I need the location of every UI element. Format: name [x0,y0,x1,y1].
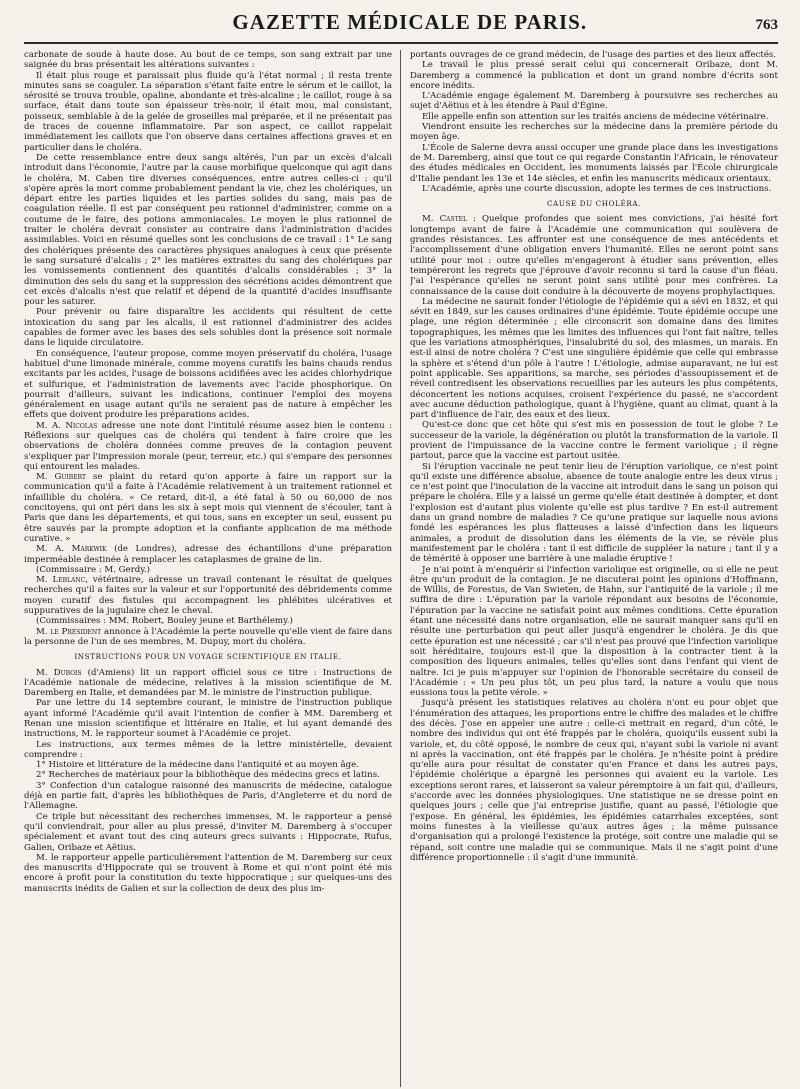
page-number: 763 [755,17,778,33]
list-item: 1° Histoire et littérature de la médecine dans l'antiquité et au moyen âge. [36,760,359,771]
paragraph: M. Leblanc, vétérinaire, adresse un travail contenant le résultat de quelques recherches qu'il a faites sur la valeur et sur l'opportunité des débridements comme moyen curatif des fistules qui accompagnent les phlébites ulcératives et suppuratives de la jugulaire chez le cheval. [24,575,392,617]
commission-note: (Commissaires : MM. Robert, Bouley jeune et Barthélemy.) [36,616,293,627]
paragraph: De cette ressemblance entre deux sangs altérés, l'un par un excès d'alcali introduit dans l'économie, l'autre par la cause morbifique quelconque qui agit dans le choléra, M. Caben tire diverses conséquences, entre autres celles-ci : qu'il s'opère après la mort comme probablement pendant la vie, chez les cholériques, un départ entre les parties liquides et les parties solides du sang, mais pas de coagulation réelle. Il est par conséquent peu rationnel d'administrer, comme on a coutume de le faire, des potions ammoniacales. Le moyen le plus rationnel de traiter le choléra devrait consister au contraire dans l'administration d'acides assimilables. Voici en résumé quelles sont les conclusions de ce travail : 1° Le sang des cholériques présente des caractères physiques analogues à ceux que présente le sang sursaturé d'alcalis ; 2° les matières extraites du sang des cholériques par les vomissements contiennent des quantités d'alcalis considérables ; 3° la diminution des sels du sang et la suppression des sécrétions acides démontrent que cet excès d'alcalis n'est que relatif et dépend de la quantité d'acides insuffisante pour les saturer. [24,152,392,308]
speaker-name: M. Guibert [36,472,86,483]
paragraph: carbonate de soude à haute dose. Au bout de ce temps, son sang extrait par une saignée du bras présentait les altérations suivantes : [24,50,392,71]
speaker-name: M. Leblanc [36,575,86,586]
paragraph: Par une lettre du 14 septembre courant, le ministre de l'instruction publique ayant informé l'Académie qu'il avait l'intention de confier à MM. Daremberg et Renan une mission scientifique et littéraire en Italie, et lui ayant demandé des instructions, M. le rapporteur soumet à l'Académie ce projet. [24,698,392,740]
paragraph: Ce triple but nécessitant des recherches immenses, M. le rapporteur a pensé qu'il conviendrait, pour aller au plus pressé, d'inviter M. Daremberg à s'occuper spécialement et avant tout des cinq auteurs grecs suivants : Hippocrate, Rufus, Galien, Oribaze et Aëtius. [24,811,392,853]
paragraph: Il était plus rouge et paraissait plus fluide qu'à l'état normal ; il resta trente minutes sans se coaguler. La séparation s'étant faite entre le sérum et le caillot, la sérosité se trouva trouble, opaline, abondante et très-alcaline ; le caillot, rouge à sa surface, était dans toute son épaisseur très-noir, il était mou, mal consistant, poisseux, semblable à de la gelée de groseilles mal préparée, et il ne présentait pas de traces de couenne inflammatoire. Par son aspect, ce caillot rappelait immédiatement les caillots que l'on observe dans certaines affections graves et en particulier dans le choléra. [24,70,392,153]
speaker-name: M. A. Nicolas [36,420,98,431]
paragraph: Elle appelle enfin son attention sur les traités anciens de médecine vétérinaire. [422,111,769,122]
commission-note: (Commissaire : M. Gerdy.) [36,564,151,575]
list-item: 3° Confection d'un catalogue raisonné des manuscrits de médecine, catalogue déjà en partie fait, d'après les bibliothèques de Paris, d'Angleterre et du nord de l'Allemagne. [24,780,392,812]
speaker-name: M. Dubois [36,667,82,678]
paragraph: Je n'ai point à m'enquérir si l'infection variolique est originelle, ou si elle ne peut être qu'un produit de la contagion. Je ne discuterai point les opinions d'Hoffmann, de Willis, de Forestus, de Van Swieten, de Hahn, sur l'antiquité de la variole ; il me suffira de dire : L'épuration par la variole répondant aux besoins de l'économie, l'épuration par la vaccine ne satisfait point aux mêmes conditions. Cette épuration étant une nécessité dans notre organisation, elle ne saurait manquer sans qu'il en résulte une perturbation qui peut aller jusqu'à engendrer le choléra. Je dis que cette épuration est une nécessité ; car s'il n'est pas prouvé que l'infection variolique soit héréditaire, toujours est-il que la disposition à la contracter tient à la composition des liqueurs animales, telles qu'elles sont dans l'enfant qui vient de naître. Ici je puis m'appuyer sur l'opinion de l'honorable secrétaire du conseil de l'Académie : « Un peu plus tôt, un peu plus tard, la nature a voulu que nous eussions tous la petite vérole. » [410,564,778,699]
section-heading: CAUSE DU CHOLÉRA. [546,199,642,209]
speaker-name: M. Castel [422,214,467,225]
paragraph: La médecine ne saurait fonder l'étiologie de l'épidémie qui a sévi en 1832, et qui sévit en 1849, sur les causes ordinaires d'une épidémie. Toute épidémie occupe une plage, une région déterminée ; elle circonscrit son domaine dans des limites topographiques, les mêmes que les limites des influences qui l'ont fait naître, telles que les variations atmosphériques, l'insalubrité du sol, des miasmes, un marais. En est-il ainsi de notre choléra ? C'est une singulière épidémie que celle qui embrasse la sphère et s'étend d'un pôle à l'autre ! L'étiologie, admise auparavant, ne lui est point applicable. Ses apparitions, sa marche, ses périodes d'assoupissement et de réveil contredisent les observations recueillies par les auteurs les plus compétents, déconcertent les notions acquises, croisent l'expérience du passé, ne s'accordent avec aucune déduction pathologique, quant à l'hygiène, quant au climat, quant à la part d'influence de l'air, des eaux et des lieux. [410,296,778,421]
paragraph: Si l'éruption vaccinale ne peut tenir lieu de l'éruption variolique, ce n'est point qu'il existe une différence absolue, absence de toute analogie entre les deux virus ; ce n'est point que l'inoculation de la vaccine ait introduit dans le sang un poison qui prépare le choléra. Elle y a laissé un germe qu'elle était destinée à dompter, et dont l'explosion est d'autant plus violente qu'elle est plus tardive ? En est-il autrement dans un grand nombre de maladies ? Ce qu'une pratique sur laquelle nous avions fondé les espérances les plus flatteuses a laissé d'infection dans les liqueurs animales, a produit de dissolution dans les éléments de la vie, se révèle plus manifestement par le choléra : tant il est difficile de suppléer la nature ; tant il y a de témérité à opposer une barrière à une maladie éruptive ! [410,461,778,565]
text-columns [24,50,778,1087]
paragraph: Jusqu'à présent les statistiques relatives au choléra n'ont eu pour objet que l'énumération des attaques, les proportions entre le chiffre des malades et le chiffre des décès. J'ose en appeler une autre : celle-ci mettrait en regard, d'un côté, le nombre des individus qui ont été frappés par le choléra, quoiqu'ils eussent subi la variole, et, du côté opposé, le nombre de ceux qui, n'ayant subi la variole ni avant ni après la vaccination, ont été frappés par le choléra. Je n'hésite point à prédire qu'elle aura pour résultat de constater qu'en France et dans les autres pays, l'épidémie cholérique a épargné les personnes qui avaient eu la variole. Les exceptions seront rares, et laisseront sa valeur péremptoire à un fait qui, d'ailleurs, s'accorde avec les données physiologiques. Une statistique ne se dresse point en quelques jours ; celle que j'ai entreprise justifie, quant au passé, l'étiologie que j'expose. En général, les épidémies, les épidémies catarrhales exceptées, sont moins funestes à la vieillesse qu'aux autres âges ; la même puissance d'organisation qui a prolongé l'existence la protége, soit contre une maladie qui se répand, soit contre une maladie qui se communique. Mais il ne s'agit point d'une différence proportionnelle : il s'agit d'une immunité. [410,698,778,863]
paragraph: L'Académie engage également M. Daremberg à poursuivre ses recherches au sujet d'Aëtius et à les étendre à Paul d'Égine. [410,91,778,112]
column-divider [400,50,401,1087]
page-header [24,10,778,44]
section-heading: INSTRUCTIONS POUR UN VOYAGE SCIENTIFIQUE EN ITALIE. [74,652,342,662]
left-column [24,50,392,1087]
paragraph: Pour prévenir ou faire disparaître les accidents qui résultent de cette intoxication du sang par les alcalis, il est rationnel d'administrer des acides capables de former avec les bases des sels solubles dont la présence soit normale dans le liquide circulatoire. [24,307,392,349]
paragraph: Viendront ensuite les recherches sur la médecine dans la première période du moyen âge. [410,122,778,143]
right-column [410,50,778,1087]
paragraph: Qu'est-ce donc que cet hôte qui s'est mis en possession de tout le globe ? Le successeur de la variole, la dégénération ou plutôt la transformation de la variole. Il provient de l'impuissance de la vaccine contre le ferment variolique ; il règne partout, parce que la vaccine est partout usitée. [410,420,778,462]
paragraph: M. Castel : Quelque profondes que soient mes convictions, j'ai hésité fort longtemps avant de faire à l'Académie une communication qui soulèvera de grandes résistances. Les affronter est une conséquence de mes antécédents et l'accomplissement d'une obligation envers l'humanité. Elles ne seront point sans utilité pour moi : outre qu'elles m'engageront à étudier sans prévention, elles tempéreront les regrets que j'éprouve d'avoir reconnu si tard la cause d'un fléau. J'ai l'espérance qu'elles ne seront point sans utilité pour mes confrères. La connaissance de la cause doit conduire à la découverte de moyens prophylactiques. [410,214,778,297]
paragraph: portants ouvrages de ce grand médecin, de l'usage des parties et des lieux affectés. [410,50,777,60]
paragraph: M. le rapporteur appelle particulièrement l'attention de M. Daremberg sur ceux des manuscrits d'Hippocrate qui se trouvent à Rome et qui n'ont point été mis encore à profit pour la constitution du texte hippocratique ; sur quelques-uns des manuscrits inédits de Galien et sur la collection de deux des plus im- [24,852,392,894]
paragraph: Les instructions, aux termes mêmes de la lettre ministérielle, devaient comprendre : [24,739,392,760]
paragraph: L'École de Salerne devra aussi occuper une grande place dans les investigations de M. Daremberg, ainsi que tout ce qui regarde Constantin l'Africain, le rénovateur des études médicales en Occident, les monuments laissés par l'École chirurgicale d'Italie pendant les 13e et 14e siècles, et enfin les manuscrits médicaux orientaux. [410,142,778,184]
paragraph: En conséquence, l'auteur propose, comme moyen préservatif du choléra, l'usage habituel d'une limonade minérale, comme moyens curatifs les bains chauds rendus excitants par les acides, l'usage de boissons acidifiées avec les acides chlorhydrique et sulfurique, et l'administration de lavements avec l'acide phosphorique. On pourrait d'ailleurs, suivant les indications, continuer l'emploi des moyens généralement en usage autant qu'ils ne seraient pas de nature à empêcher les effets que doivent produire les préparations acides. [24,348,392,421]
journal-title: GAZETTE MÉDICALE DE PARIS. [232,10,588,34]
paragraph: M. Guibert se plaint du retard qu'on apporte à faire un rapport sur la communication qu'il a faite à l'Académie relativement à un traitement rationnel et infaillible du choléra. « Ce retard, dit-il, a été fatal à 50 ou 60,000 de nos concitoyens, qui ont péri dans les six à sept mois qui viennent de s'écouler, tant à Paris que dans les départements, et qui tous, sans en excepter un seul, eussent pu être sauvés par la prompte adoption et la confiante application de ma méthode curative. » [24,472,392,544]
paragraph: M. Dubois (d'Amiens) lit un rapport officiel sous ce titre : Instructions de l'Académie nationale de médecine, relatives à la mission scientifique de M. Daremberg en Italie, et demandées par M. le ministre de l'instruction publique. [24,667,392,699]
paragraph: M. le Président annonce à l'Académie la perte nouvelle qu'elle vient de faire dans la personne de l'un de ses membres, M. Dupuy, mort du choléra. [24,626,392,647]
list-item: 2° Recherches de matériaux pour la bibliothèque des médecins grecs et latins. [36,770,380,781]
paragraph: M. A. Markwik (de Londres), adresse des échantillons d'une préparation imperméable destinée à remplacer les cataplasmes de graine de lin. [24,544,392,565]
paragraph: Le travail le plus pressé serait celui qui concernerait Oribaze, dont M. Daremberg a commencé la publication et dont un grand nombre d'écrits sont encore inédits. [410,60,778,91]
paragraph: L'Académie, après une courte discussion, adopte les termes de ces instructions. [422,183,772,194]
paragraph: M. A. Nicolas adresse une note dont l'intitulé résume assez bien le contenu : Réflexions sur quelques cas de choléra qui tendent à faire croire que les observations de choléra données comme preuves de la contagion peuvent s'expliquer par l'impression morale (peur, terreur, etc.) qui s'empare des personnes qui entourent les malades. [24,420,392,472]
speaker-name: M. A. Markwik [36,544,107,555]
speaker-name: M. le Président [36,626,102,637]
